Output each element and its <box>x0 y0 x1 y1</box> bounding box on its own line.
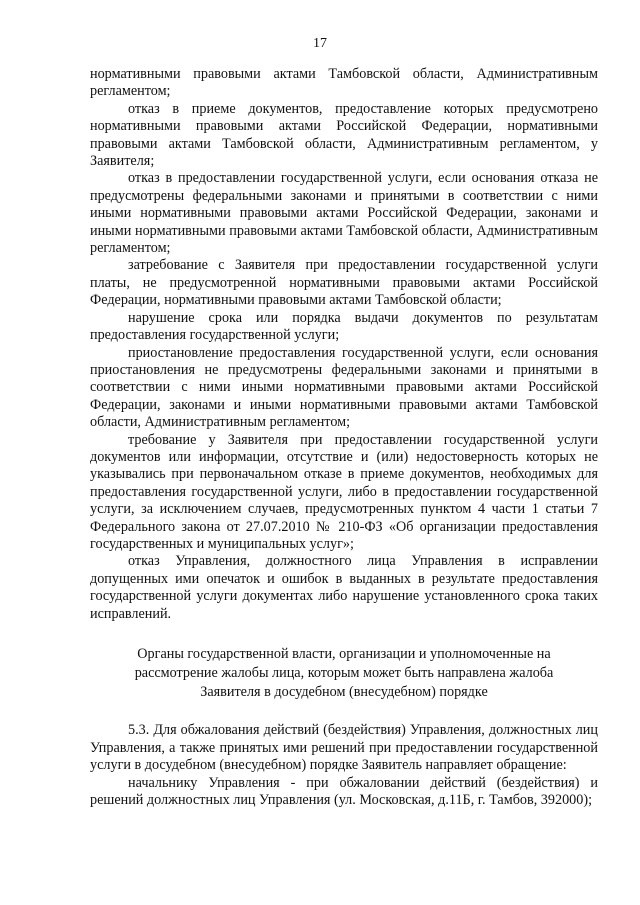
section-heading-line: рассмотрение жалобы лица, которым может быть направлена жалоба <box>134 664 554 681</box>
body-paragraph: приостановление предоставления государственной услуги, если основания приостановления не предусмотрены федеральными законами и принятыми в соответствии с ними иными нормативными правовыми актами Российской Федерации, законами и иными нормативными правовыми актами Тамбовской области, Административным регламентом; <box>90 344 598 431</box>
body-paragraph: нормативными правовыми актами Тамбовской области, Административным регламентом; <box>90 66 598 100</box>
body-paragraph: нарушение срока или порядка выдачи документов по результатам предоставления государственной услуги; <box>90 309 598 344</box>
body-paragraph: отказ в приеме документов, предоставление которых предусмотрено нормативными правовыми актами Российской Федерации, нормативными правовыми актами Тамбовской области, Административным регламентом, у Заявителя; <box>90 100 598 170</box>
body-paragraph: отказ Управления, должностного лица Управления в исправлении допущенных ими опечаток и ошибок в выданных в результате предоставления государственной услуги документах либо нарушение установленного срока таких исправлений. <box>90 553 598 622</box>
section-paragraph: 5.3. Для обжалования действий (бездействия) Управления, должностных лиц Управления, а также принятых ими решений при предоставлении государственной услуги в досудебном (внесудебном) порядке Заявитель направляет обращение: <box>90 722 598 774</box>
body-paragraph: требование у Заявителя при предоставлении государственной услуги документов или информации, отсутствие и (или) недостоверность которых не указывались при первоначальном отказе в приеме документов, необходимых для предоставления государственной услуги, либо в предоставлении государственной услуги, за исключением случаев, предусмотренных пунктом 4 части 1 статьи 7 Федерального закона от 27.07.2010 № 210-ФЗ «Об организации предоставления государственных и муниципальных услуг»; <box>90 431 598 552</box>
body-paragraph: отказ в предоставлении государственной услуги, если основания отказа не предусмотрены федеральными законами и принятыми в соответствии с ними иными нормативными правовыми актами Российской Федерации, законами и иными нормативными правовыми актами Тамбовской области, Административным регламентом; <box>90 170 598 257</box>
page-body <box>90 66 598 809</box>
section-heading <box>90 645 598 701</box>
page-number: 17 <box>313 36 327 51</box>
section-paragraph: начальнику Управления - при обжаловании действий (бездействия) и решений должностных лиц Управления (ул. Московская, д.11Б, г. Тамбов, 392000); <box>90 774 598 809</box>
section-heading-line: Органы государственной власти, организации и уполномоченные на <box>137 646 551 662</box>
section-heading-line: Заявителя в досудебном (внесудебном) порядке <box>200 683 488 700</box>
body-paragraph: затребование с Заявителя при предоставлении государственной услуги платы, не предусмотренной нормативными правовыми актами Российской Федерации, нормативными правовыми актами Тамбовской области; <box>90 257 598 309</box>
